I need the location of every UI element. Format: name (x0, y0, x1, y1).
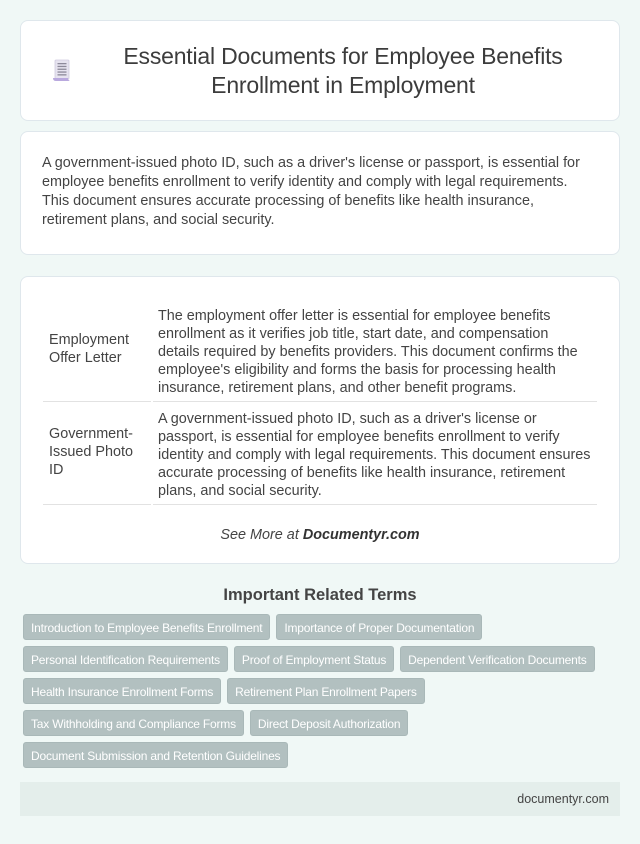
intro-text: A government-issued photo ID, such as a driver's license or passport, is essential for employee benefits enrollment to verify identity and comply with legal requirements. This document ensures accurate processing of benefits like health insurance, retirement plans, and social security. (42, 155, 580, 228)
title-card (20, 20, 620, 121)
see-more-site[interactable]: Documentyr.com (302, 527, 420, 543)
related-term-tag[interactable]: Dependent Verification Documents (400, 646, 594, 672)
related-term-tag[interactable]: Importance of Proper Documentation (276, 614, 482, 640)
see-more-prefix: See More at (220, 527, 303, 543)
see-more-link[interactable] (41, 527, 599, 543)
page-title: Essential Documents for Employee Benefits Enrollment in Employment (123, 42, 563, 98)
title-wrap (51, 42, 589, 100)
document-description: A government-issued photo ID, such as a driver's license or passport, is essential for employee benefits enrollment to verify identity and comply with legal requirements. This document ensures accurate processing of benefits like health insurance, retirement plans, and social security. (153, 402, 597, 505)
related-term-tag[interactable]: Direct Deposit Authorization (250, 710, 408, 736)
related-term-tag[interactable]: Personal Identification Requirements (23, 646, 228, 672)
related-term-tag[interactable]: Health Insurance Enrollment Forms (23, 678, 221, 704)
related-terms-title: Important Related Terms (223, 586, 417, 604)
related-term-tag[interactable]: Tax Withholding and Compliance Forms (23, 710, 244, 736)
documents-table (41, 297, 599, 505)
intro-card (20, 131, 620, 255)
footer-site-link[interactable]: documentyr.com (517, 792, 609, 806)
table-row (43, 297, 597, 402)
related-term-tag[interactable]: Retirement Plan Enrollment Papers (227, 678, 425, 704)
table-row (43, 402, 597, 505)
related-term-tag[interactable]: Introduction to Employee Benefits Enrollment (23, 614, 270, 640)
document-name: Employment Offer Letter (43, 297, 151, 402)
related-term-tag[interactable]: Document Submission and Retention Guidelines (23, 742, 288, 768)
documents-card (20, 276, 620, 564)
document-scroll-icon (51, 59, 73, 83)
related-terms-list (20, 614, 620, 768)
related-term-tag[interactable]: Proof of Employment Status (234, 646, 394, 672)
document-name: Government-Issued Photo ID (43, 402, 151, 505)
footer (20, 782, 620, 816)
document-description: The employment offer letter is essential for employee benefits enrollment as it verifies job title, start date, and compensation details required by benefits providers. This document confirms the employee's eligibility and forms the basis for processing health insurance, retirement plans, and other benefit programs. (153, 297, 597, 402)
